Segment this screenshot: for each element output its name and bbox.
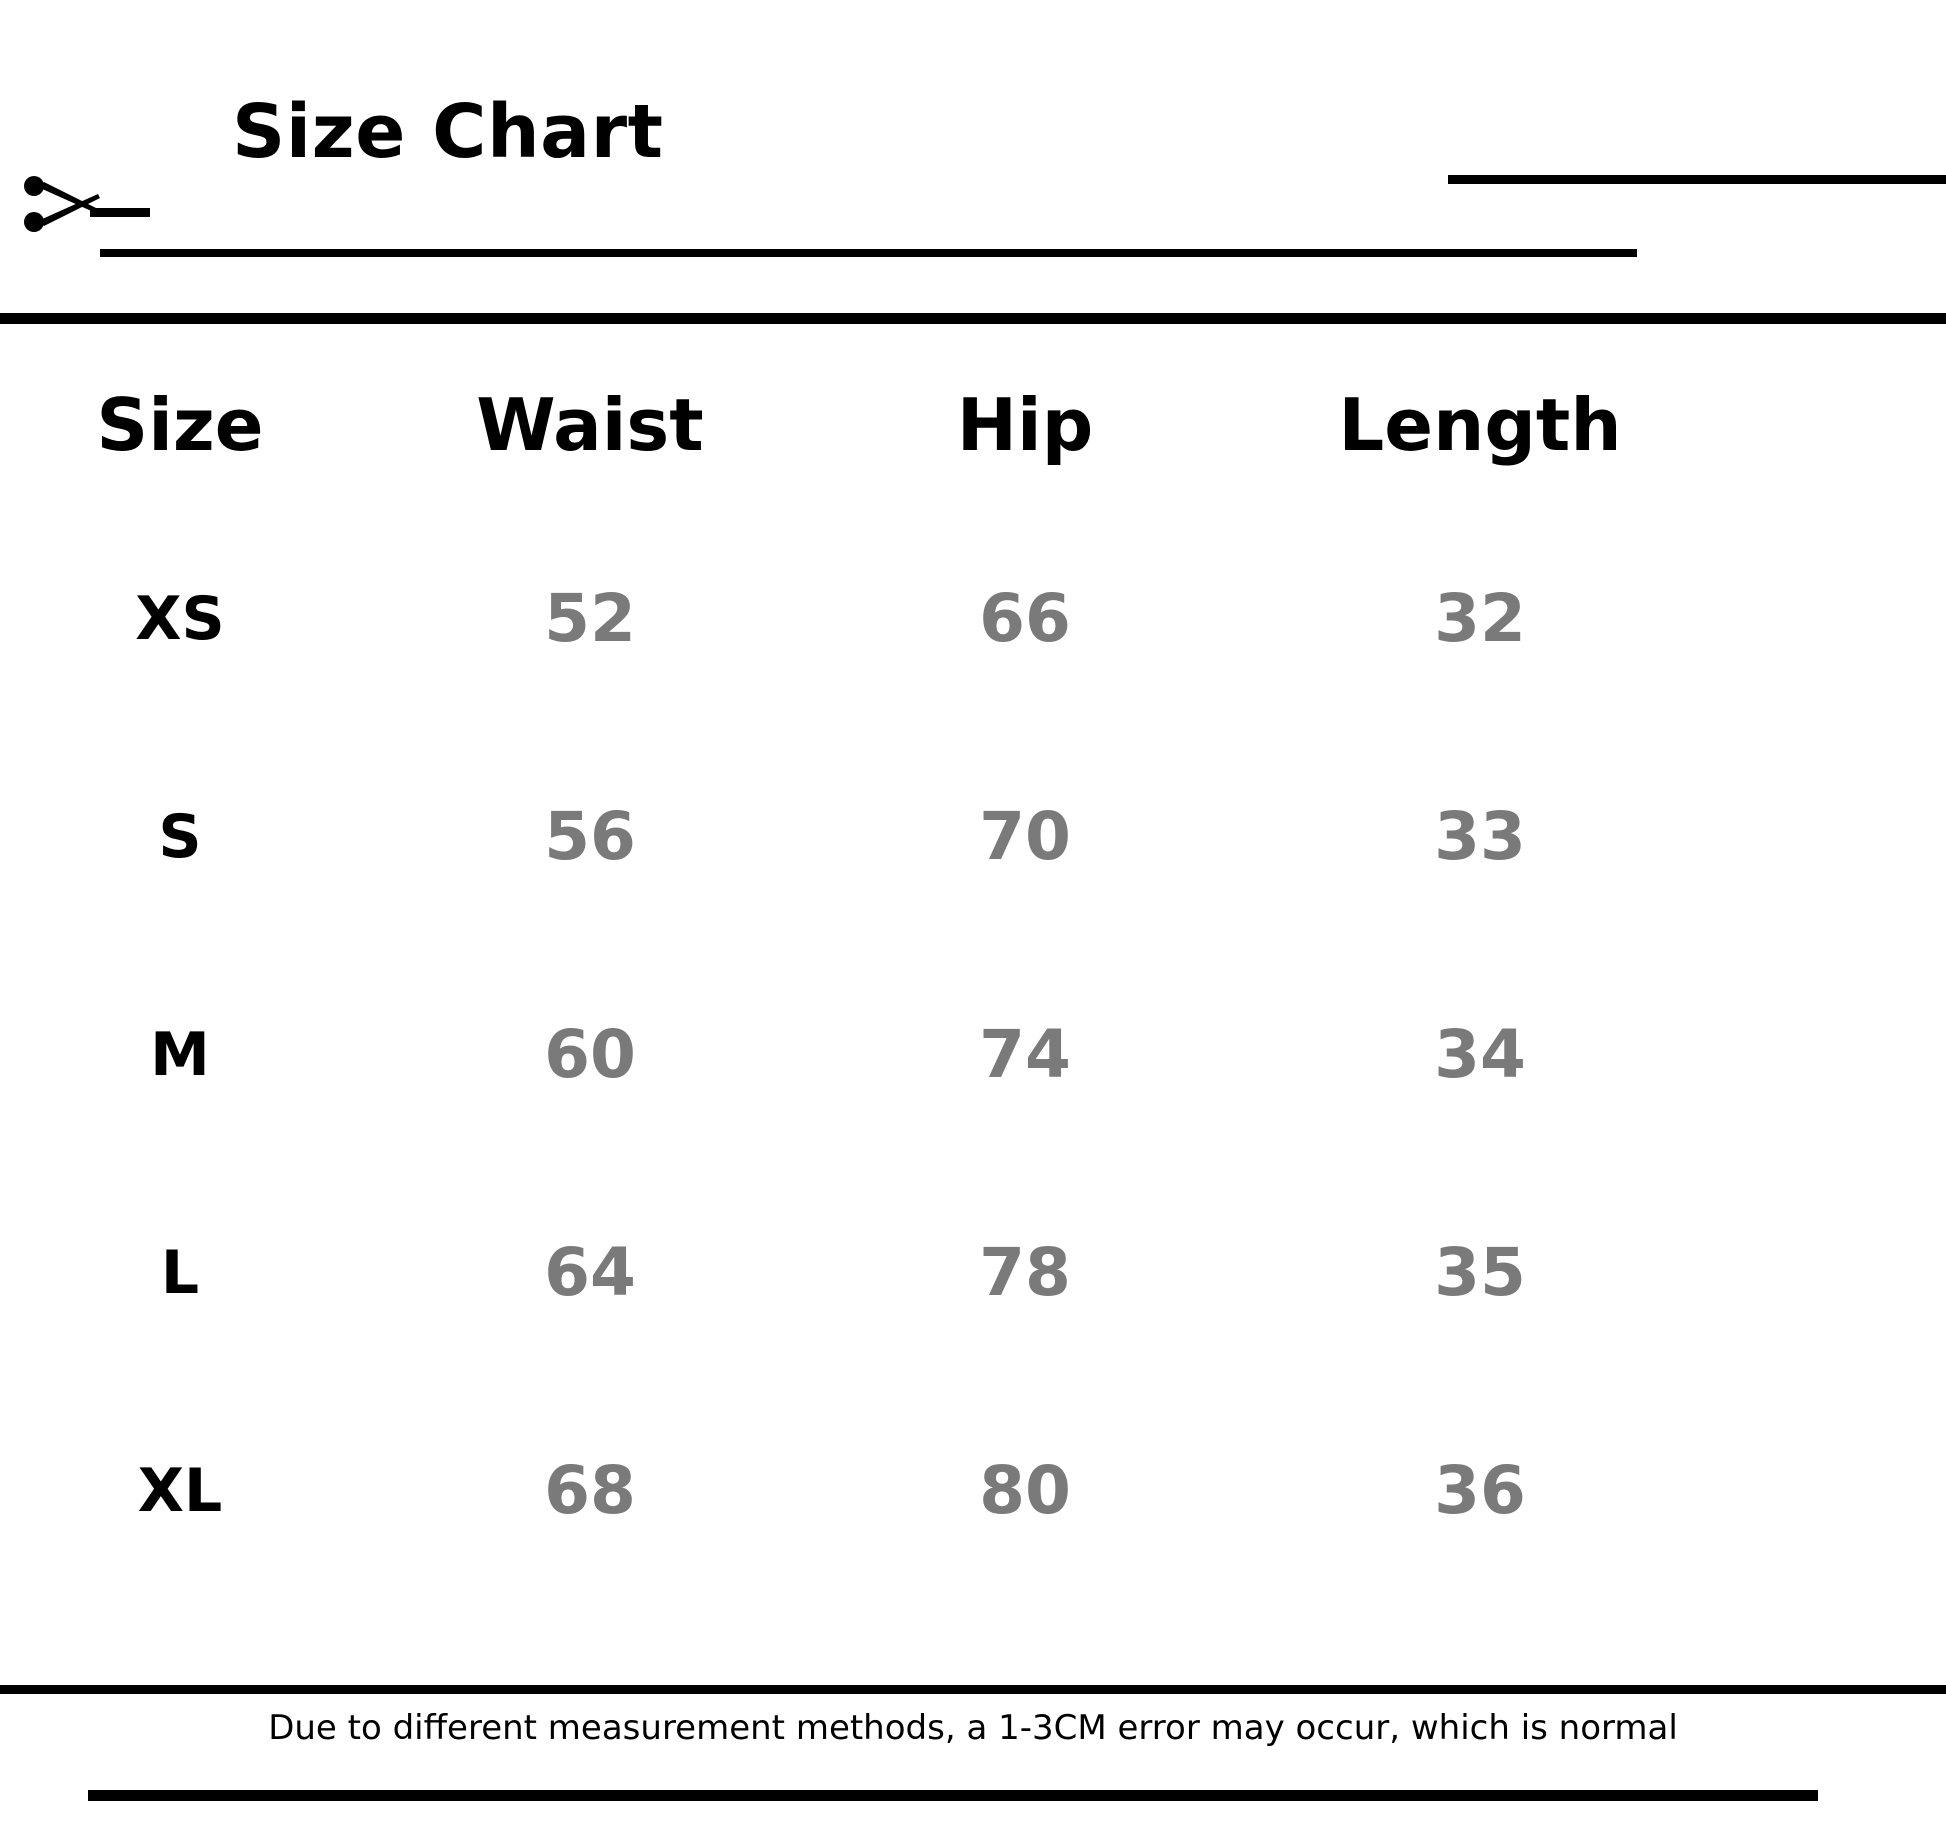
page-title: Size Chart (232, 89, 664, 175)
column-header-length: Length (1338, 383, 1622, 467)
table-row (0, 1382, 1946, 1600)
size-table (0, 340, 1946, 1600)
cell-waist: 52 (544, 580, 636, 657)
header-divider (0, 313, 1946, 324)
cell-hip: 66 (979, 580, 1071, 657)
decorative-line-top-right (1448, 175, 1946, 184)
cell-size: L (160, 1238, 200, 1308)
table-row (0, 510, 1946, 728)
table-row (0, 946, 1946, 1164)
cell-waist: 64 (544, 1234, 636, 1311)
cell-length: 32 (1434, 580, 1526, 657)
cell-size: S (158, 802, 202, 872)
cell-size: XS (135, 584, 225, 654)
decorative-cut-line (100, 249, 1637, 257)
chart-header (0, 0, 1946, 300)
measurement-note: Due to different measurement methods, a 1-3CM error may occur, which is normal (268, 1708, 1678, 1748)
cell-length: 35 (1434, 1234, 1526, 1311)
footer-divider-bottom (88, 1790, 1818, 1801)
cell-waist: 60 (544, 1016, 636, 1093)
cell-size: XL (137, 1456, 223, 1526)
cell-hip: 74 (979, 1016, 1071, 1093)
cell-waist: 56 (544, 798, 636, 875)
cell-length: 34 (1434, 1016, 1526, 1093)
cell-size: M (150, 1020, 210, 1090)
scissors-icon (20, 170, 150, 240)
cell-hip: 78 (979, 1234, 1071, 1311)
footer-divider-top (0, 1685, 1946, 1694)
cell-length: 33 (1434, 798, 1526, 875)
table-row (0, 728, 1946, 946)
cell-length: 36 (1434, 1452, 1526, 1529)
column-header-size: Size (96, 383, 264, 467)
column-header-waist: Waist (476, 383, 704, 467)
table-row (0, 1164, 1946, 1382)
cell-waist: 68 (544, 1452, 636, 1529)
table-header-row (0, 340, 1946, 510)
cell-hip: 80 (979, 1452, 1071, 1529)
cell-hip: 70 (979, 798, 1071, 875)
column-header-hip: Hip (956, 383, 1094, 467)
